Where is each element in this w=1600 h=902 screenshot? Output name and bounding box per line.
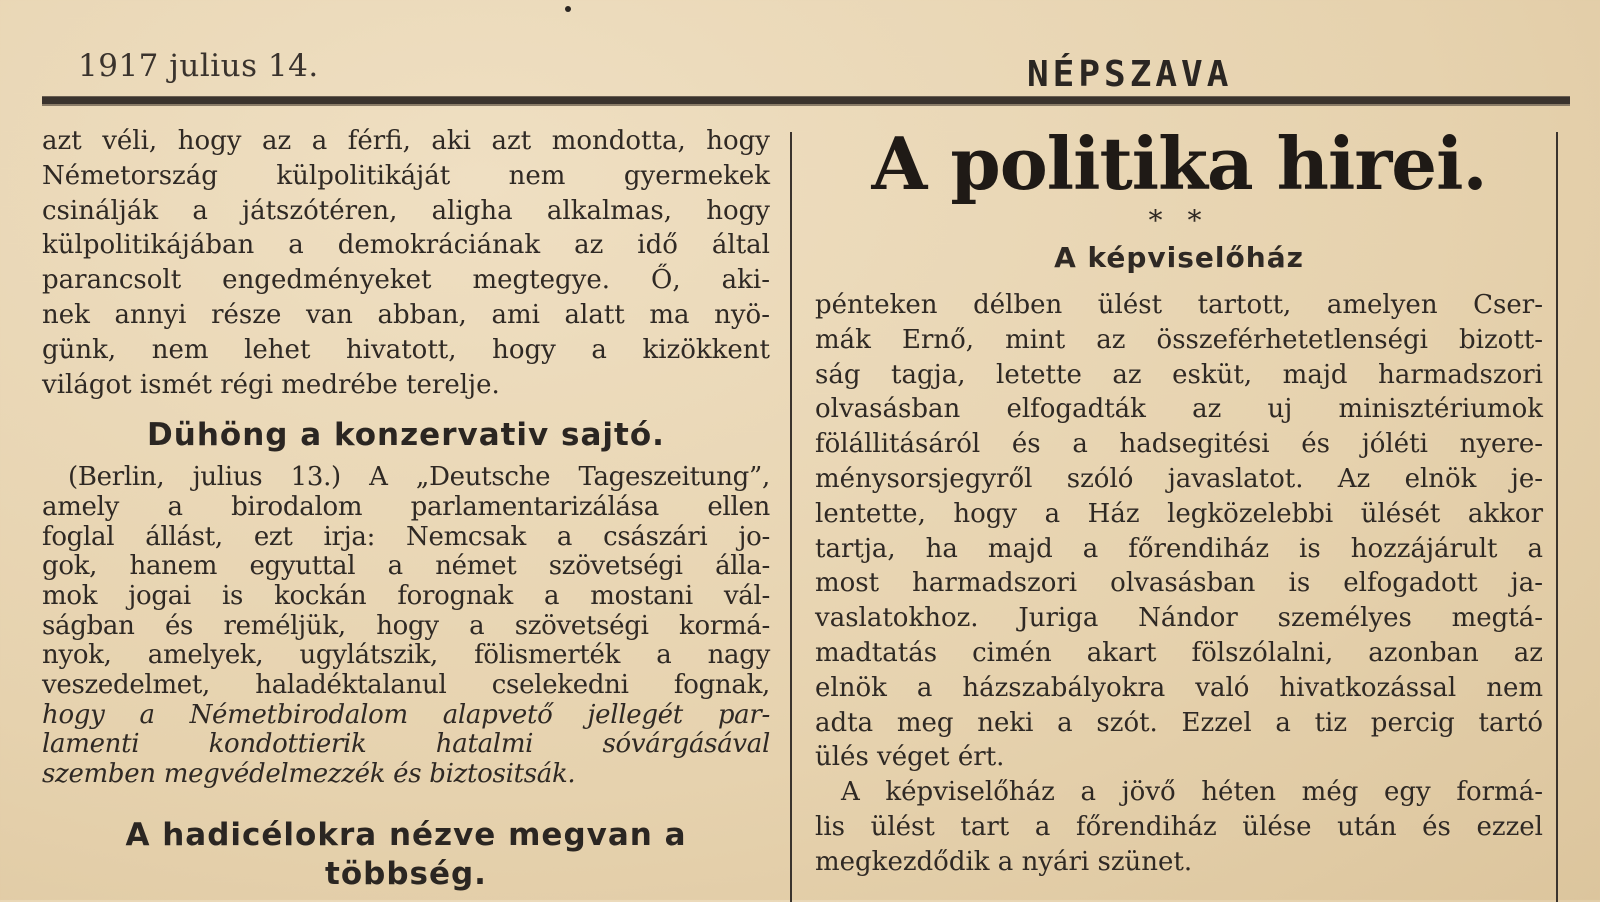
recess-paragraph [815, 775, 1543, 879]
text-line: amely a birodalom parlamentarizálása ellen [42, 491, 770, 522]
text-line: lamenti kondottierik hatalmi sóvárgásával [42, 729, 770, 760]
text-line: günk, nem lehet hivatott, hogy a kizökkent [42, 334, 770, 365]
text-line: lis ülést tart a főrendiház ülése után és ezzel [815, 811, 1543, 842]
text-line: gok, hanem egyuttal a német szövetségi álla- [42, 551, 770, 582]
text-line: nyok, amelyek, ugylátszik, fölismerték a nagy [42, 640, 770, 671]
text-line: veszedelmet, haladéktalanul cselekedni fognak, [42, 669, 770, 700]
section-heading: A képviselőház [1054, 241, 1304, 274]
text-line: ülés véget ért. [815, 742, 1005, 773]
issue-date: 1917 julius 14. [78, 48, 319, 84]
subhead-conservative-press: Dühöng a konzervativ sajtó. [147, 417, 665, 454]
ornament-stars: * * [1148, 204, 1210, 237]
left-column [42, 124, 770, 891]
text-line: A képviselőház a jövő héten még egy formá- [841, 777, 1543, 808]
text-line: csinálják a játszótéren, aligha alkalmas, hogy [42, 195, 770, 226]
right-column [815, 121, 1543, 880]
text-line: vaslatokhoz. Juriga Nándor személyes megtá- [815, 603, 1543, 634]
text-line: szemben megvédelmezzék és biztositsák. [42, 759, 576, 790]
text-line: Németország külpolitikáját nem gyermekek [42, 160, 770, 191]
text-line: madtatás cimén akart fölszólalni, azonban az [815, 637, 1543, 668]
column-divider [790, 132, 792, 902]
text-line: mák Ernő, mint az összeférhetetlenségi bizott- [815, 324, 1543, 355]
text-line: most harmadszori olvasásban is elfogadott ja- [815, 568, 1543, 599]
text-line: olvasásban elfogadták az uj minisztériumok [815, 394, 1543, 425]
intro-paragraph [42, 124, 770, 402]
text-line: adta meg neki a szót. Ezzel a tiz percig tartó [815, 707, 1543, 738]
article-title: A politika hirei. [871, 121, 1487, 206]
text-line: azt véli, hogy az a férfi, aki azt mondotta, hogy [42, 126, 770, 156]
text-line: hogy a Németbirodalom alapvető jellegét par- [42, 699, 770, 730]
text-line: ménysorsjegyről szóló javaslatot. Az elnök je- [815, 463, 1543, 494]
subhead-war-aims-cont: többség. [325, 855, 487, 892]
text-line: világot ismét régi medrébe terelje. [42, 369, 500, 400]
text-line: pénteken délben ülést tartott, amelyen Cser- [815, 290, 1543, 320]
text-line: ság tagja, letette az esküt, majd harmadszori [815, 359, 1543, 390]
text-line: (Berlin, julius 13.) A „Deutsche Tageszeitung”, [68, 462, 770, 493]
text-line: mok jogai is kockán forognak a mostani vál- [42, 580, 770, 611]
masthead: NÉPSZAVA [1027, 54, 1233, 95]
berlin-paragraph [42, 463, 770, 790]
text-line: tartja, ha majd a főrendiház is hozzájárult a [815, 533, 1543, 564]
text-line: lentette, hogy a Ház legközelebbi ülését akkor [815, 498, 1543, 529]
ink-dot [565, 6, 571, 12]
header-rule [42, 96, 1570, 106]
text-line: ságban és reméljük, hogy a szövetségi kormá- [42, 610, 770, 641]
text-line: parancsolt engedményeket megtegye. Ő, aki- [42, 265, 770, 296]
parliament-paragraph [815, 288, 1543, 775]
subhead-war-aims: A hadicélokra nézve megvan a [125, 816, 687, 853]
text-line: foglal állást, ezt irja: Nemcsak a császári jo- [42, 521, 770, 552]
text-line: nek annyi része van abban, ami alatt ma nyö- [42, 299, 770, 330]
text-line: külpolitikájában a demokráciának az idő által [42, 230, 770, 261]
page-header [42, 42, 1570, 98]
column-divider-right [1556, 132, 1558, 902]
text-line: elnök a házszabályokra való hivatkozással nem [815, 672, 1543, 703]
text-line: fölállitásáról és a hadsegitési és jóléti nyere- [815, 429, 1543, 460]
text-line: megkezdődik a nyári szünet. [815, 846, 1193, 877]
